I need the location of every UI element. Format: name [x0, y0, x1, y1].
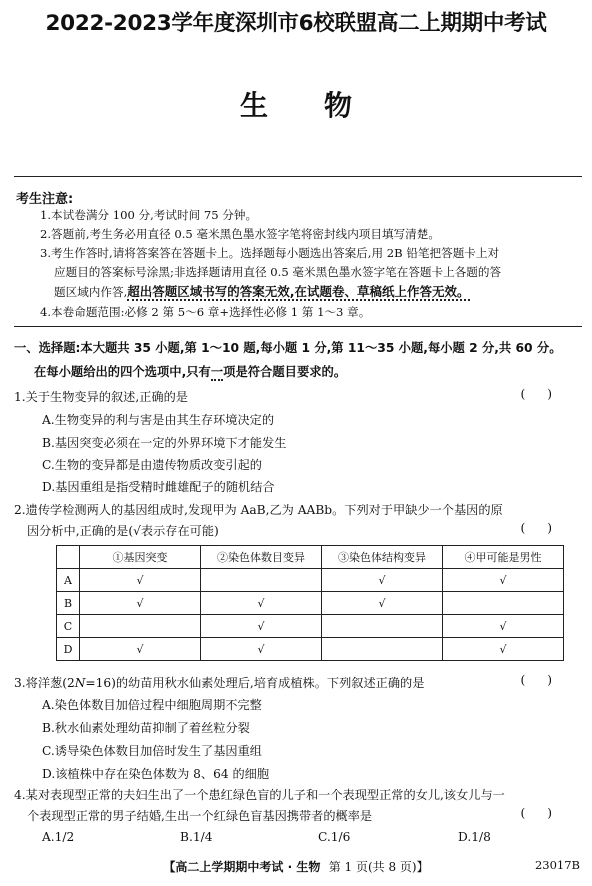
q1-option-a: A.生物变异的利与害是由其生存环境决定的	[42, 413, 275, 427]
table-row	[57, 638, 564, 661]
q4-answer-paren: ()	[520, 806, 574, 820]
q1-answer-paren: ()	[520, 387, 574, 401]
table-cell: D	[57, 638, 80, 661]
table-cell	[322, 638, 443, 661]
page-number: 第 1 页(共 8 页)】	[328, 860, 429, 874]
table-cell	[80, 615, 201, 638]
q2-table	[56, 545, 564, 661]
table-header-cell: ②染色体数目变异	[201, 546, 322, 569]
subject-title: 生物	[239, 89, 408, 122]
table-cell: √	[201, 592, 322, 615]
exam-title: 2022-2023学年度深圳市6校联盟高二上期期中考试	[45, 11, 547, 36]
q4-stem-1: 4.某对表现型正常的夫妇生出了一个患红绿色盲的儿子和一个表现型正常的女儿,该女儿与一	[14, 788, 505, 802]
divider-top	[14, 176, 582, 177]
table-cell: C	[57, 615, 80, 638]
q3-option-a: A.染色体数目加倍过程中细胞周期不完整	[42, 698, 262, 712]
q3-stem-part-b: =16)的幼苗用秋水仙素处理后,培育成植株。下列叙述正确的是	[85, 676, 425, 690]
q4-option-a: A.1/2	[42, 830, 75, 844]
notice-item-3: 3.考生作答时,请将答案答在答题卡上。选择题每小题选出答案后,用 2B 铅笔把答题卡上对	[40, 246, 500, 260]
table-cell: √	[443, 638, 564, 661]
footer-label: 【高二上学期期中考试 · 生物	[163, 860, 321, 874]
table-row	[57, 592, 564, 615]
table-cell: √	[322, 569, 443, 592]
table-cell	[322, 615, 443, 638]
table-row	[57, 569, 564, 592]
q1-stem: 1.关于生物变异的叙述,正确的是	[14, 390, 188, 404]
notice-item-3-cont: 应题目的答案标号涂黑;非选择题请用直径 0.5 毫米黑色墨水签字笔在答题卡上各题的答	[54, 265, 502, 279]
table-header-cell	[57, 546, 80, 569]
q3-option-b: B.秋水仙素处理幼苗抑制了着丝粒分裂	[42, 721, 250, 735]
notice-item-1: 1.本试卷满分 100 分,考试时间 75 分钟。	[40, 208, 258, 222]
q4-stem-2: 个表现型正常的男子结婚,生出一个红绿色盲基因携带者的概率是	[27, 809, 373, 823]
table-cell: A	[57, 569, 80, 592]
q1-option-b: B.基因突变必须在一定的外界环境下才能发生	[42, 436, 287, 450]
q2-stem-1: 2.遗传学检测两人的基因组成时,发现甲为 AaB,乙为 AABb。下列对于甲缺少一个基因的原	[14, 503, 503, 517]
q2-stem-2: 因分析中,正确的是(√表示存在可能)	[27, 524, 219, 538]
instruction-emphasis: 一	[210, 365, 224, 379]
q3-option-c: C.诱导染色体数目加倍时发生了基因重组	[42, 744, 262, 758]
table-cell	[201, 569, 322, 592]
table-cell	[443, 592, 564, 615]
q3-stem-part-a: 3.将洋葱(2	[14, 676, 75, 690]
notice-emphasis: 超出答题区域书写的答案无效,在试题卷、草稿纸上作答无效。	[127, 284, 470, 299]
table-cell: √	[443, 569, 564, 592]
q3-stem-variable: N	[74, 676, 86, 690]
q4-option-b: B.1/4	[180, 830, 213, 844]
table-header-row	[57, 546, 564, 569]
q4-option-c: C.1/6	[318, 830, 351, 844]
table-cell: B	[57, 592, 80, 615]
instruction-part-a: 在每小题给出的四个选项中,只有	[34, 365, 211, 379]
table-header-cell: ④甲可能是男性	[443, 546, 564, 569]
q1-option-c: C.生物的变异都是由遗传物质改变引起的	[42, 458, 262, 472]
q2-answer-paren: ()	[520, 521, 574, 535]
notice-heading: 考生注意:	[16, 192, 74, 207]
notice-item-3-cont2	[54, 282, 592, 302]
exam-code: 23017B	[534, 858, 580, 872]
table-cell: √	[80, 569, 201, 592]
notice-item-4: 4.本卷命题范围:必修 2 第 5～6 章+选择性必修 1 第 1～3 章。	[40, 305, 371, 319]
section-instruction	[34, 362, 592, 382]
notice-item-2: 2.答题前,考生务必用直径 0.5 毫米黑色墨水签字笔将密封线内项目填写清楚。	[40, 227, 440, 241]
page-footer	[0, 858, 592, 875]
q1-option-d: D.基因重组是指受精时雌雄配子的随机结合	[42, 480, 275, 494]
table-cell: √	[322, 592, 443, 615]
table-row	[57, 615, 564, 638]
table-cell: √	[80, 638, 201, 661]
q3-option-d: D.该植株中存在染色体数为 8、64 的细胞	[42, 767, 270, 781]
table-header-cell: ③染色体结构变异	[322, 546, 443, 569]
notice-item-3-tail: 题区域内作答,	[54, 285, 128, 299]
table-cell: √	[443, 615, 564, 638]
table-cell: √	[80, 592, 201, 615]
table-header-cell: ①基因突变	[80, 546, 201, 569]
section-heading: 一、选择题:本大题共 35 小题,第 1～10 题,每小题 1 分,第 11～35 小题,每小题 2 分,共 60 分。	[14, 341, 562, 355]
q3-answer-paren: ()	[520, 673, 574, 687]
q4-option-d: D.1/8	[458, 830, 491, 844]
table-cell: √	[201, 638, 322, 661]
q3-stem	[14, 673, 584, 694]
instruction-part-c: 项是符合题目要求的。	[223, 365, 347, 379]
divider-bottom	[14, 326, 582, 327]
table-cell: √	[201, 615, 322, 638]
